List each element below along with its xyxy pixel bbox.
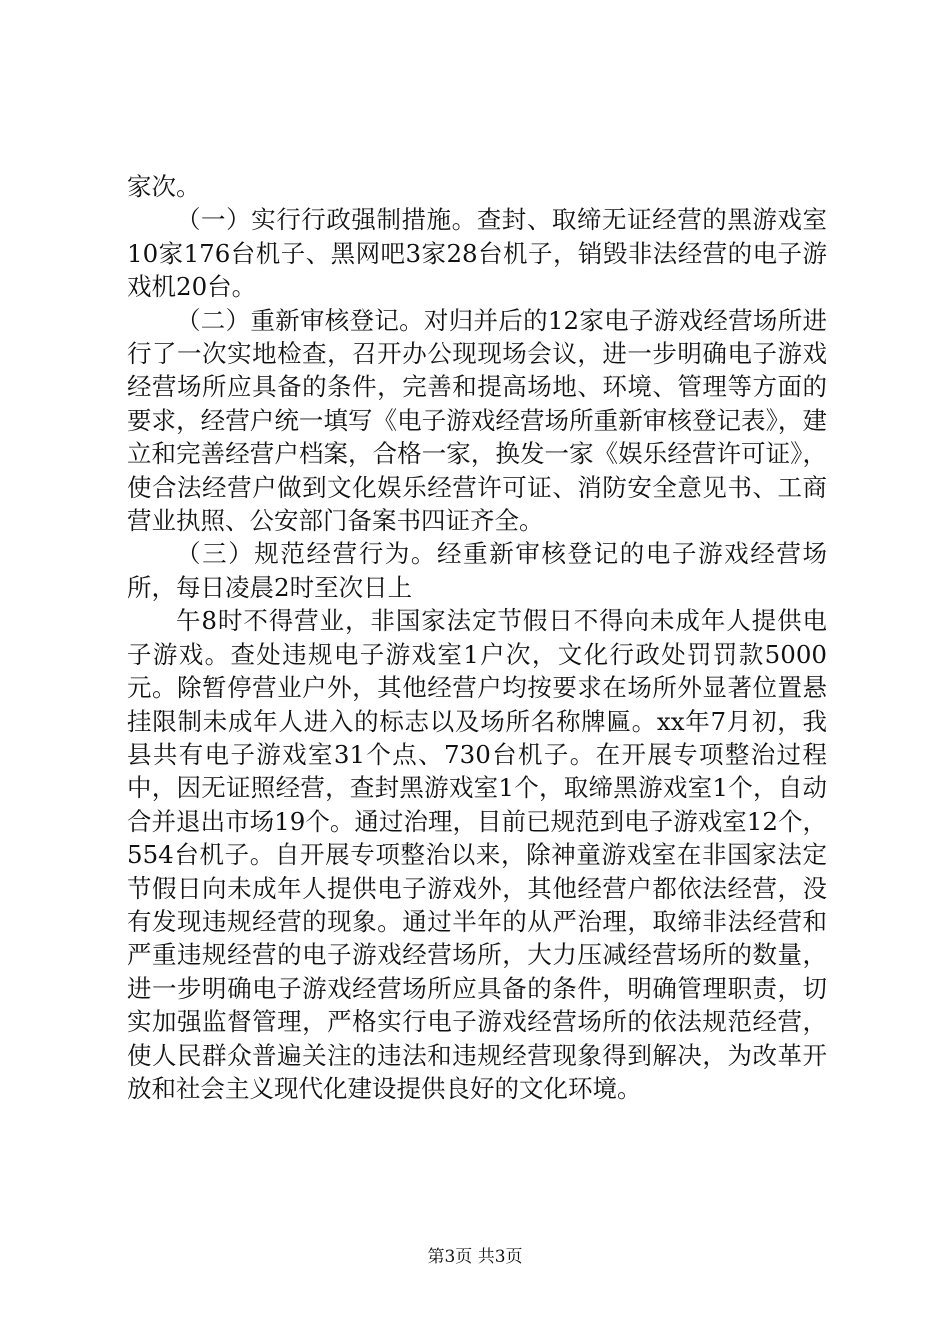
paragraph-summary: 午8时不得营业，非国家法定节假日不得向未成年人提供电子游戏。查处违规电子游戏室1户次，文化行政处罚罚款5000元。除暂停营业户外，其他经营户均按要求在场所外显著位置悬挂限制未成年人进入的标志以及场所名称牌匾。xx年7月初，我县共有电子游戏室31个点、730台机子。在开展专项整治过程中，因无证照经营，查封黑游戏室1个，取缔黑游戏室1个，自动合并退出市场19个。通过治理，目前已规范到电子游戏室12个，554台机子。自开展专项整治以来，除神童游戏室在非国家法定节假日向未成年人提供电子游戏外，其他经营户都依法经营，没有发现违规经营的现象。通过半年的从严治理，取缔非法经营和严重违规经营的电子游戏经营场所，大力压减经营场所的数量，进一步明确电子游戏经营场所应具备的条件，明确管理职责，切实加强监督管理，严格实行电子游戏经营场所的依法规范经营，使人民群众普遍关注的违法和违规经营现象得到解决，为改革开放和社会主义现代化建设提供良好的文化环境。	[127, 606, 827, 1103]
paragraph-measure-2: （二）重新审核登记。对归并后的12家电子游戏经营场所进行了一次实地检查，召开办公现现场会议，进一步明确电子游戏经营场所应具备的条件，完善和提高场地、环境、管理等方面的要求，经营户统一填写《电子游戏经营场所重新审核登记表》，建立和完善经营户档案，合格一家，换发一家《娱乐经营许可证》，使合法经营户做到文化娱乐经营许可证、消防安全意见书、工商营业执照、公安部门备案书四证齐全。	[127, 305, 827, 536]
document-body	[127, 170, 827, 1105]
paragraph-measure-3: （三）规范经营行为。经重新审核登记的电子游戏经营场所，每日凌晨2时至次日上	[127, 539, 827, 602]
page-number: 第3页 共3页	[427, 1247, 523, 1267]
page-footer	[0, 1246, 950, 1268]
paragraph-continuation: 家次。	[127, 172, 201, 201]
paragraph-measure-1: （一）实行行政强制措施。查封、取缔无证经营的黑游戏室10家176台机子、黑网吧3家28台机子，销毁非法经营的电子游戏机20台。	[127, 205, 827, 302]
